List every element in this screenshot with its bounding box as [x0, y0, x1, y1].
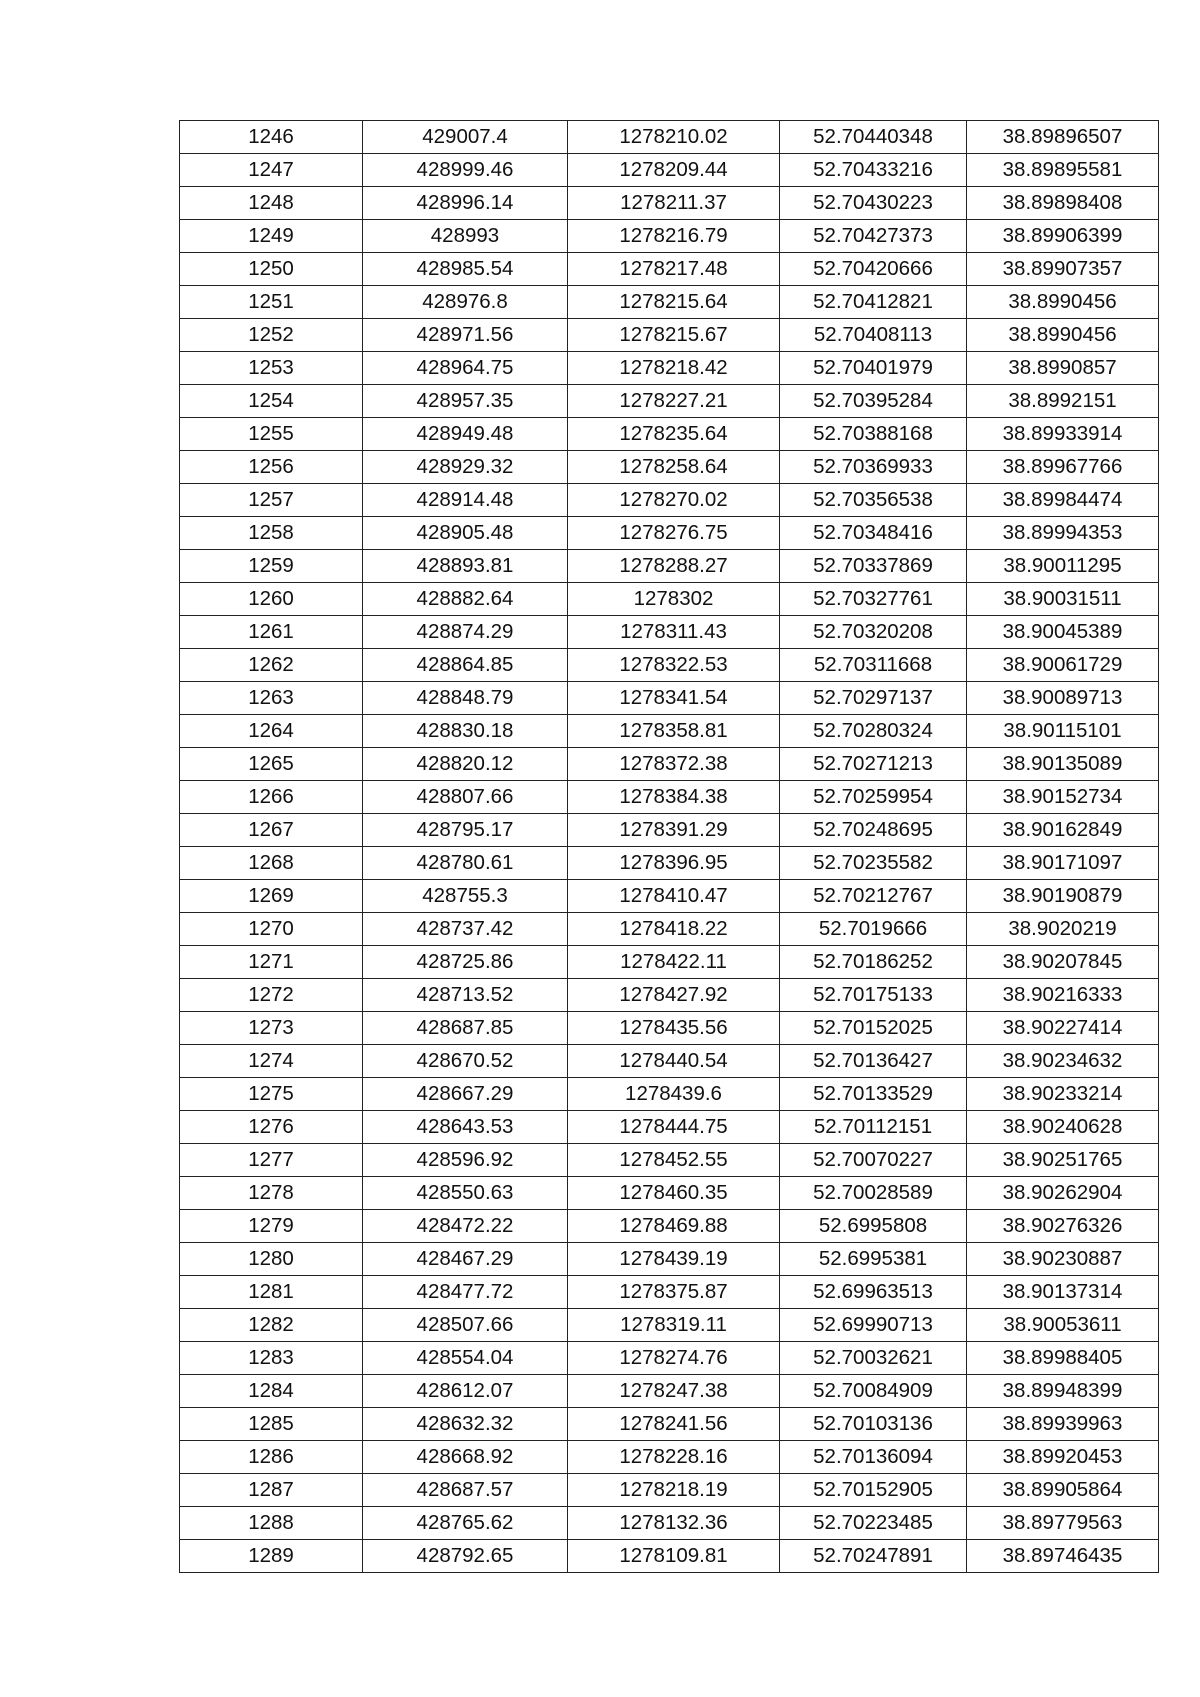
x-coordinate-cell: 428893.81 [363, 550, 568, 583]
y-coordinate-cell: 1278422.11 [568, 946, 780, 979]
y-coordinate-cell: 1278215.64 [568, 286, 780, 319]
table-row [180, 550, 1159, 583]
point-number-cell: 1263 [180, 682, 363, 715]
y-coordinate-cell: 1278302 [568, 583, 780, 616]
x-coordinate-cell: 428472.22 [363, 1210, 568, 1243]
x-coordinate-cell: 428477.72 [363, 1276, 568, 1309]
latitude-cell: 52.70388168 [780, 418, 967, 451]
point-number-cell: 1248 [180, 187, 363, 220]
y-coordinate-cell: 1278217.48 [568, 253, 780, 286]
x-coordinate-cell: 428905.48 [363, 517, 568, 550]
y-coordinate-cell: 1278452.55 [568, 1144, 780, 1177]
x-coordinate-cell: 428957.35 [363, 385, 568, 418]
point-number-cell: 1271 [180, 946, 363, 979]
table-row [180, 484, 1159, 517]
latitude-cell: 52.70337869 [780, 550, 967, 583]
table-row [180, 352, 1159, 385]
longitude-cell: 38.90216333 [967, 979, 1159, 1012]
longitude-cell: 38.90190879 [967, 880, 1159, 913]
point-number-cell: 1274 [180, 1045, 363, 1078]
longitude-cell: 38.90227414 [967, 1012, 1159, 1045]
longitude-cell: 38.8990456 [967, 286, 1159, 319]
coordinates-table [179, 120, 1159, 1573]
x-coordinate-cell: 428737.42 [363, 913, 568, 946]
table-row [180, 418, 1159, 451]
x-coordinate-cell: 428632.32 [363, 1408, 568, 1441]
x-coordinate-cell: 428971.56 [363, 319, 568, 352]
y-coordinate-cell: 1278444.75 [568, 1111, 780, 1144]
longitude-cell: 38.89905864 [967, 1474, 1159, 1507]
longitude-cell: 38.89896507 [967, 121, 1159, 154]
point-number-cell: 1277 [180, 1144, 363, 1177]
y-coordinate-cell: 1278288.27 [568, 550, 780, 583]
longitude-cell: 38.8992151 [967, 385, 1159, 418]
point-number-cell: 1288 [180, 1507, 363, 1540]
x-coordinate-cell: 428993 [363, 220, 568, 253]
latitude-cell: 52.70259954 [780, 781, 967, 814]
x-coordinate-cell: 428795.17 [363, 814, 568, 847]
y-coordinate-cell: 1278209.44 [568, 154, 780, 187]
latitude-cell: 52.70311668 [780, 649, 967, 682]
longitude-cell: 38.8990857 [967, 352, 1159, 385]
longitude-cell: 38.90233214 [967, 1078, 1159, 1111]
latitude-cell: 52.6995381 [780, 1243, 967, 1276]
longitude-cell: 38.89988405 [967, 1342, 1159, 1375]
latitude-cell: 52.70440348 [780, 121, 967, 154]
longitude-cell: 38.89907357 [967, 253, 1159, 286]
table-row [180, 946, 1159, 979]
point-number-cell: 1252 [180, 319, 363, 352]
y-coordinate-cell: 1278358.81 [568, 715, 780, 748]
longitude-cell: 38.89984474 [967, 484, 1159, 517]
table-row [180, 748, 1159, 781]
latitude-cell: 52.70212767 [780, 880, 967, 913]
y-coordinate-cell: 1278410.47 [568, 880, 780, 913]
table-row [180, 814, 1159, 847]
table-row [180, 385, 1159, 418]
x-coordinate-cell: 428725.86 [363, 946, 568, 979]
longitude-cell: 38.89895581 [967, 154, 1159, 187]
table-row [180, 187, 1159, 220]
longitude-cell: 38.90152734 [967, 781, 1159, 814]
table-row [180, 1408, 1159, 1441]
coordinates-table-body [180, 121, 1159, 1573]
x-coordinate-cell: 428554.04 [363, 1342, 568, 1375]
x-coordinate-cell: 428687.85 [363, 1012, 568, 1045]
x-coordinate-cell: 428612.07 [363, 1375, 568, 1408]
point-number-cell: 1260 [180, 583, 363, 616]
latitude-cell: 52.70320208 [780, 616, 967, 649]
longitude-cell: 38.90137314 [967, 1276, 1159, 1309]
y-coordinate-cell: 1278228.16 [568, 1441, 780, 1474]
point-number-cell: 1276 [180, 1111, 363, 1144]
x-coordinate-cell: 428976.8 [363, 286, 568, 319]
y-coordinate-cell: 1278211.37 [568, 187, 780, 220]
point-number-cell: 1269 [180, 880, 363, 913]
table-row [180, 1540, 1159, 1573]
point-number-cell: 1264 [180, 715, 363, 748]
table-row [180, 1111, 1159, 1144]
point-number-cell: 1250 [180, 253, 363, 286]
y-coordinate-cell: 1278241.56 [568, 1408, 780, 1441]
point-number-cell: 1283 [180, 1342, 363, 1375]
latitude-cell: 52.69963513 [780, 1276, 967, 1309]
latitude-cell: 52.70369933 [780, 451, 967, 484]
longitude-cell: 38.89939963 [967, 1408, 1159, 1441]
x-coordinate-cell: 428596.92 [363, 1144, 568, 1177]
x-coordinate-cell: 428807.66 [363, 781, 568, 814]
table-row [180, 517, 1159, 550]
latitude-cell: 52.70235582 [780, 847, 967, 880]
y-coordinate-cell: 1278375.87 [568, 1276, 780, 1309]
longitude-cell: 38.90171097 [967, 847, 1159, 880]
point-number-cell: 1279 [180, 1210, 363, 1243]
y-coordinate-cell: 1278391.29 [568, 814, 780, 847]
point-number-cell: 1254 [180, 385, 363, 418]
y-coordinate-cell: 1278427.92 [568, 979, 780, 1012]
point-number-cell: 1270 [180, 913, 363, 946]
latitude-cell: 52.70280324 [780, 715, 967, 748]
point-number-cell: 1282 [180, 1309, 363, 1342]
x-coordinate-cell: 428668.92 [363, 1441, 568, 1474]
y-coordinate-cell: 1278469.88 [568, 1210, 780, 1243]
longitude-cell: 38.90053611 [967, 1309, 1159, 1342]
x-coordinate-cell: 429007.4 [363, 121, 568, 154]
y-coordinate-cell: 1278440.54 [568, 1045, 780, 1078]
longitude-cell: 38.90230887 [967, 1243, 1159, 1276]
longitude-cell: 38.90011295 [967, 550, 1159, 583]
table-row [180, 1441, 1159, 1474]
table-row [180, 253, 1159, 286]
x-coordinate-cell: 428996.14 [363, 187, 568, 220]
latitude-cell: 52.70136427 [780, 1045, 967, 1078]
table-row [180, 616, 1159, 649]
point-number-cell: 1253 [180, 352, 363, 385]
x-coordinate-cell: 428792.65 [363, 1540, 568, 1573]
table-row [180, 220, 1159, 253]
table-row [180, 1375, 1159, 1408]
latitude-cell: 52.70430223 [780, 187, 967, 220]
table-row [180, 847, 1159, 880]
latitude-cell: 52.70152025 [780, 1012, 967, 1045]
latitude-cell: 52.70032621 [780, 1342, 967, 1375]
y-coordinate-cell: 1278216.79 [568, 220, 780, 253]
x-coordinate-cell: 428914.48 [363, 484, 568, 517]
y-coordinate-cell: 1278439.19 [568, 1243, 780, 1276]
y-coordinate-cell: 1278319.11 [568, 1309, 780, 1342]
table-row [180, 154, 1159, 187]
longitude-cell: 38.89779563 [967, 1507, 1159, 1540]
x-coordinate-cell: 428999.46 [363, 154, 568, 187]
table-row [180, 121, 1159, 154]
longitude-cell: 38.90276326 [967, 1210, 1159, 1243]
longitude-cell: 38.89920453 [967, 1441, 1159, 1474]
x-coordinate-cell: 428830.18 [363, 715, 568, 748]
longitude-cell: 38.90262904 [967, 1177, 1159, 1210]
y-coordinate-cell: 1278218.42 [568, 352, 780, 385]
point-number-cell: 1280 [180, 1243, 363, 1276]
point-number-cell: 1256 [180, 451, 363, 484]
point-number-cell: 1281 [180, 1276, 363, 1309]
x-coordinate-cell: 428780.61 [363, 847, 568, 880]
x-coordinate-cell: 428882.64 [363, 583, 568, 616]
latitude-cell: 52.7019666 [780, 913, 967, 946]
table-row [180, 1144, 1159, 1177]
longitude-cell: 38.90045389 [967, 616, 1159, 649]
y-coordinate-cell: 1278460.35 [568, 1177, 780, 1210]
x-coordinate-cell: 428687.57 [363, 1474, 568, 1507]
longitude-cell: 38.89746435 [967, 1540, 1159, 1573]
longitude-cell: 38.89933914 [967, 418, 1159, 451]
latitude-cell: 52.70175133 [780, 979, 967, 1012]
point-number-cell: 1285 [180, 1408, 363, 1441]
y-coordinate-cell: 1278418.22 [568, 913, 780, 946]
table-row [180, 1243, 1159, 1276]
longitude-cell: 38.89898408 [967, 187, 1159, 220]
latitude-cell: 52.70408113 [780, 319, 967, 352]
table-row [180, 979, 1159, 1012]
point-number-cell: 1258 [180, 517, 363, 550]
table-row [180, 319, 1159, 352]
point-number-cell: 1278 [180, 1177, 363, 1210]
point-number-cell: 1261 [180, 616, 363, 649]
y-coordinate-cell: 1278270.02 [568, 484, 780, 517]
longitude-cell: 38.89967766 [967, 451, 1159, 484]
y-coordinate-cell: 1278322.53 [568, 649, 780, 682]
point-number-cell: 1257 [180, 484, 363, 517]
point-number-cell: 1272 [180, 979, 363, 1012]
point-number-cell: 1266 [180, 781, 363, 814]
latitude-cell: 52.70028589 [780, 1177, 967, 1210]
point-number-cell: 1265 [180, 748, 363, 781]
table-row [180, 1474, 1159, 1507]
longitude-cell: 38.90234632 [967, 1045, 1159, 1078]
latitude-cell: 52.70247891 [780, 1540, 967, 1573]
point-number-cell: 1262 [180, 649, 363, 682]
latitude-cell: 52.70297137 [780, 682, 967, 715]
x-coordinate-cell: 428507.66 [363, 1309, 568, 1342]
y-coordinate-cell: 1278247.38 [568, 1375, 780, 1408]
latitude-cell: 52.70084909 [780, 1375, 967, 1408]
y-coordinate-cell: 1278311.43 [568, 616, 780, 649]
point-number-cell: 1284 [180, 1375, 363, 1408]
table-row [180, 583, 1159, 616]
longitude-cell: 38.8990456 [967, 319, 1159, 352]
x-coordinate-cell: 428929.32 [363, 451, 568, 484]
longitude-cell: 38.90240628 [967, 1111, 1159, 1144]
x-coordinate-cell: 428765.62 [363, 1507, 568, 1540]
point-number-cell: 1275 [180, 1078, 363, 1111]
table-row [180, 1342, 1159, 1375]
point-number-cell: 1273 [180, 1012, 363, 1045]
table-row [180, 1507, 1159, 1540]
point-number-cell: 1268 [180, 847, 363, 880]
latitude-cell: 52.70420666 [780, 253, 967, 286]
table-row [180, 1276, 1159, 1309]
point-number-cell: 1249 [180, 220, 363, 253]
y-coordinate-cell: 1278396.95 [568, 847, 780, 880]
y-coordinate-cell: 1278215.67 [568, 319, 780, 352]
x-coordinate-cell: 428949.48 [363, 418, 568, 451]
point-number-cell: 1287 [180, 1474, 363, 1507]
latitude-cell: 52.70427373 [780, 220, 967, 253]
longitude-cell: 38.90115101 [967, 715, 1159, 748]
latitude-cell: 52.70433216 [780, 154, 967, 187]
y-coordinate-cell: 1278258.64 [568, 451, 780, 484]
latitude-cell: 52.6995808 [780, 1210, 967, 1243]
y-coordinate-cell: 1278341.54 [568, 682, 780, 715]
latitude-cell: 52.70133529 [780, 1078, 967, 1111]
table-row [180, 649, 1159, 682]
table-row [180, 1210, 1159, 1243]
longitude-cell: 38.89948399 [967, 1375, 1159, 1408]
y-coordinate-cell: 1278384.38 [568, 781, 780, 814]
table-row [180, 1177, 1159, 1210]
table-row [180, 913, 1159, 946]
latitude-cell: 52.70356538 [780, 484, 967, 517]
table-row [180, 880, 1159, 913]
table-row [180, 1012, 1159, 1045]
x-coordinate-cell: 428848.79 [363, 682, 568, 715]
longitude-cell: 38.90031511 [967, 583, 1159, 616]
latitude-cell: 52.70070227 [780, 1144, 967, 1177]
table-row [180, 451, 1159, 484]
y-coordinate-cell: 1278227.21 [568, 385, 780, 418]
x-coordinate-cell: 428864.85 [363, 649, 568, 682]
x-coordinate-cell: 428713.52 [363, 979, 568, 1012]
point-number-cell: 1247 [180, 154, 363, 187]
latitude-cell: 52.70412821 [780, 286, 967, 319]
table-row [180, 286, 1159, 319]
latitude-cell: 52.70152905 [780, 1474, 967, 1507]
latitude-cell: 52.70401979 [780, 352, 967, 385]
longitude-cell: 38.89906399 [967, 220, 1159, 253]
latitude-cell: 52.70186252 [780, 946, 967, 979]
y-coordinate-cell: 1278435.56 [568, 1012, 780, 1045]
y-coordinate-cell: 1278372.38 [568, 748, 780, 781]
longitude-cell: 38.90251765 [967, 1144, 1159, 1177]
longitude-cell: 38.90061729 [967, 649, 1159, 682]
latitude-cell: 52.70223485 [780, 1507, 967, 1540]
longitude-cell: 38.90162849 [967, 814, 1159, 847]
x-coordinate-cell: 428964.75 [363, 352, 568, 385]
table-row [180, 1078, 1159, 1111]
x-coordinate-cell: 428985.54 [363, 253, 568, 286]
y-coordinate-cell: 1278235.64 [568, 418, 780, 451]
latitude-cell: 52.70348416 [780, 517, 967, 550]
x-coordinate-cell: 428670.52 [363, 1045, 568, 1078]
point-number-cell: 1246 [180, 121, 363, 154]
latitude-cell: 52.69990713 [780, 1309, 967, 1342]
y-coordinate-cell: 1278274.76 [568, 1342, 780, 1375]
x-coordinate-cell: 428550.63 [363, 1177, 568, 1210]
longitude-cell: 38.90207845 [967, 946, 1159, 979]
latitude-cell: 52.70327761 [780, 583, 967, 616]
latitude-cell: 52.70112151 [780, 1111, 967, 1144]
table-row [180, 1309, 1159, 1342]
table-row [180, 1045, 1159, 1078]
x-coordinate-cell: 428874.29 [363, 616, 568, 649]
point-number-cell: 1286 [180, 1441, 363, 1474]
point-number-cell: 1267 [180, 814, 363, 847]
longitude-cell: 38.90135089 [967, 748, 1159, 781]
table-row [180, 715, 1159, 748]
table-row [180, 781, 1159, 814]
point-number-cell: 1289 [180, 1540, 363, 1573]
table-row [180, 682, 1159, 715]
x-coordinate-cell: 428467.29 [363, 1243, 568, 1276]
y-coordinate-cell: 1278218.19 [568, 1474, 780, 1507]
latitude-cell: 52.70271213 [780, 748, 967, 781]
x-coordinate-cell: 428755.3 [363, 880, 568, 913]
longitude-cell: 38.89994353 [967, 517, 1159, 550]
x-coordinate-cell: 428667.29 [363, 1078, 568, 1111]
x-coordinate-cell: 428643.53 [363, 1111, 568, 1144]
y-coordinate-cell: 1278276.75 [568, 517, 780, 550]
point-number-cell: 1259 [180, 550, 363, 583]
latitude-cell: 52.70395284 [780, 385, 967, 418]
latitude-cell: 52.70103136 [780, 1408, 967, 1441]
x-coordinate-cell: 428820.12 [363, 748, 568, 781]
y-coordinate-cell: 1278109.81 [568, 1540, 780, 1573]
longitude-cell: 38.90089713 [967, 682, 1159, 715]
longitude-cell: 38.9020219 [967, 913, 1159, 946]
y-coordinate-cell: 1278132.36 [568, 1507, 780, 1540]
point-number-cell: 1255 [180, 418, 363, 451]
latitude-cell: 52.70136094 [780, 1441, 967, 1474]
point-number-cell: 1251 [180, 286, 363, 319]
y-coordinate-cell: 1278210.02 [568, 121, 780, 154]
y-coordinate-cell: 1278439.6 [568, 1078, 780, 1111]
latitude-cell: 52.70248695 [780, 814, 967, 847]
